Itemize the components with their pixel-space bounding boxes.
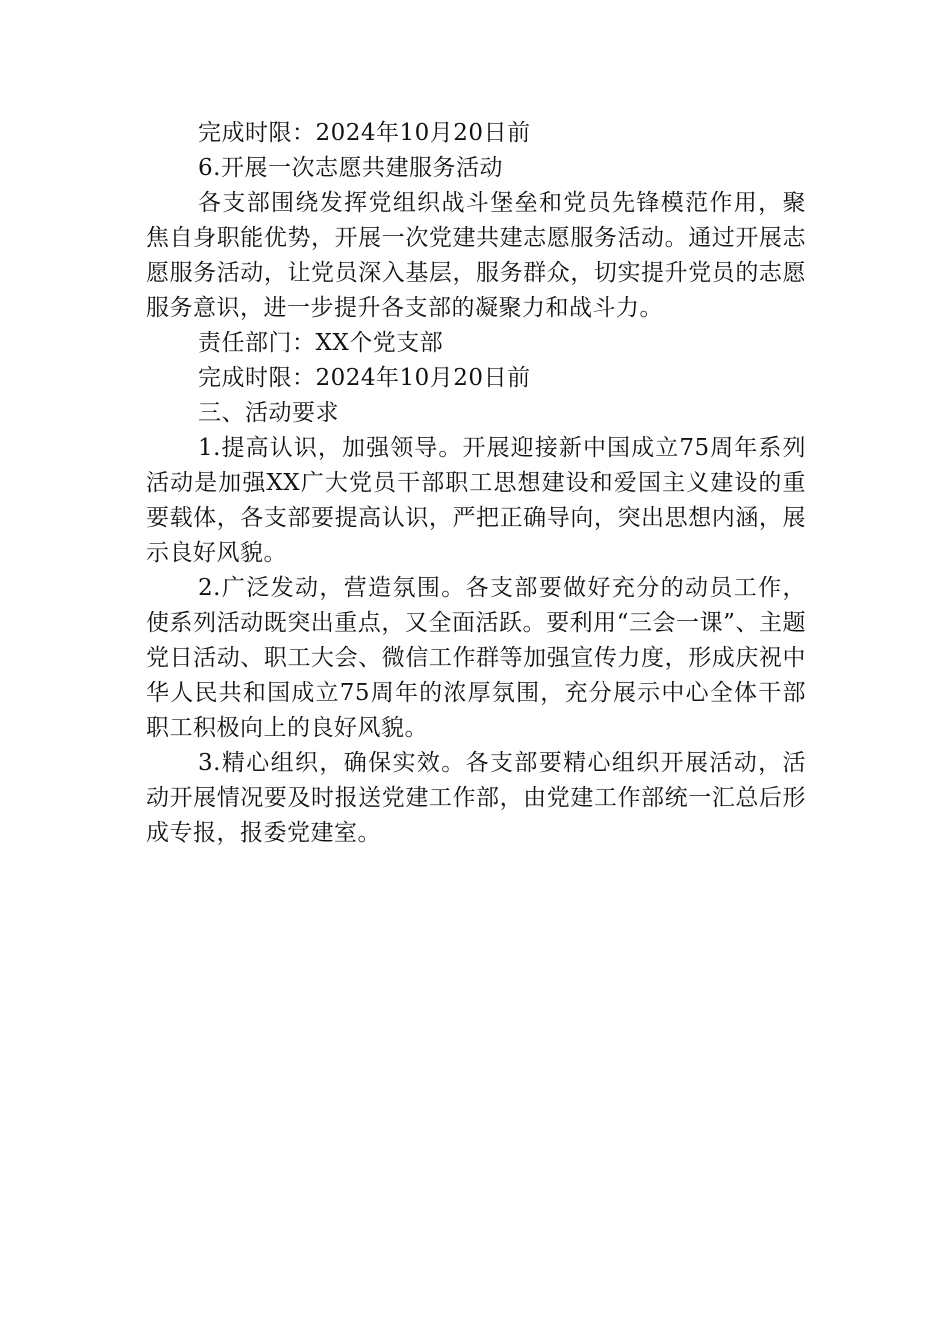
requirement-3: 3.精心组织，确保实效。各支部要精心组织开展活动，活动开展情况要及时报送党建工作部，由党建工作部统一汇总后形成专报，报委党建室。 bbox=[146, 750, 806, 846]
requirement-2: 2.广泛发动，营造氛围。各支部要做好充分的动员工作，使系列活动既突出重点，又全面活跃。要利用“三会一课”、主题党日活动、职工大会、微信工作群等加强宣传力度，形成庆祝中华人民共和国成立75周年的浓厚氛围，充分展示中心全体干部职工积极向上的良好风貌。 bbox=[146, 575, 806, 741]
deadline-text: 完成时限：2024年10月20日前 bbox=[198, 365, 531, 391]
section-heading: 三、活动要求 bbox=[198, 400, 339, 426]
responsible-department: 责任部门：XX个党支部 bbox=[198, 330, 444, 356]
document-body bbox=[146, 116, 806, 851]
item-6-body: 各支部围绕发挥党组织战斗堡垒和党员先锋模范作用，聚焦自身职能优势，开展一次党建共建志愿服务活动。通过开展志愿服务活动，让党员深入基层，服务群众，切实提升党员的志愿服务意识，进一步提升各支部的凝聚力和战斗力。 bbox=[146, 190, 806, 321]
requirement-1: 1.提高认识，加强领导。开展迎接新中国成立75周年系列活动是加强XX广大党员干部职工思想建设和爱国主义建设的重要载体，各支部要提高认识，严把正确导向，突出思想内涵，展示良好风貌。 bbox=[146, 435, 806, 566]
deadline-text: 完成时限：2024年10月20日前 bbox=[198, 120, 531, 146]
item-6-title: 6.开展一次志愿共建服务活动 bbox=[198, 155, 503, 181]
